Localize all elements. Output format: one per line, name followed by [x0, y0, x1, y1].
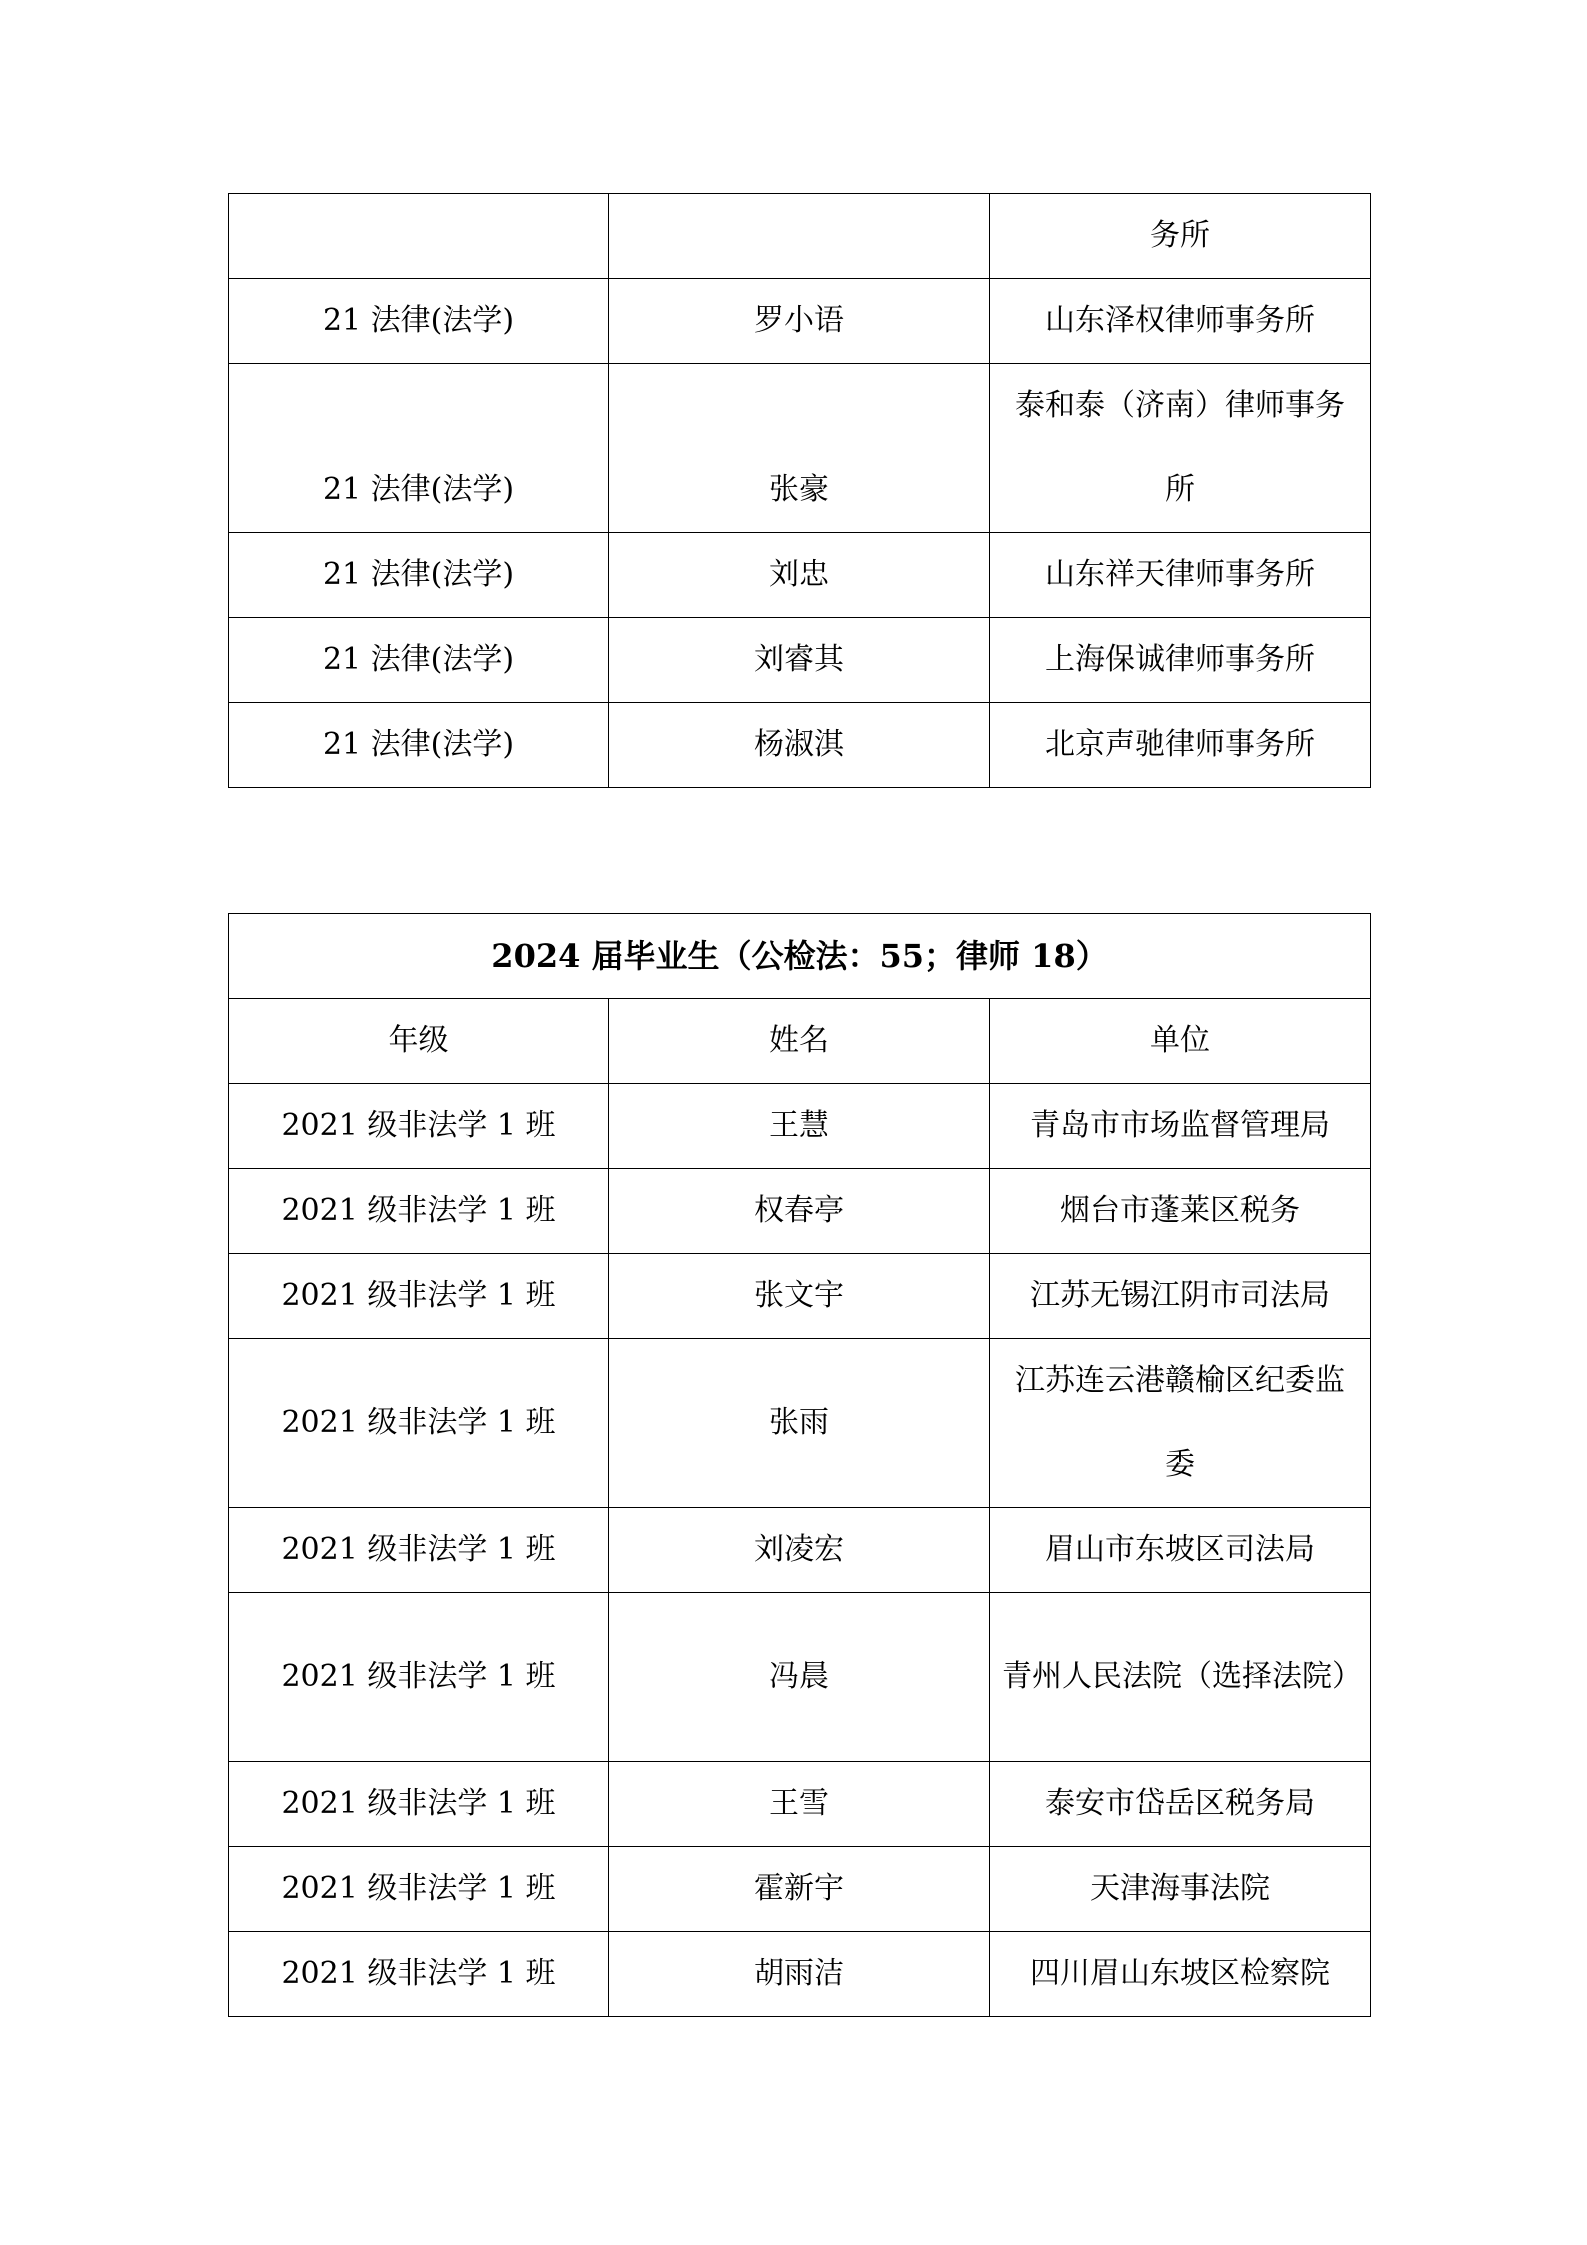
unit-cell: 江苏连云港赣榆区纪委监委	[990, 1339, 1371, 1508]
grade-cell: 21 法律(法学)	[229, 703, 609, 788]
unit-cell: 四川眉山东坡区检察院	[990, 1932, 1371, 2017]
table-row	[229, 703, 1371, 788]
grade-cell: 2021 级非法学 1 班	[229, 1932, 609, 2017]
table-title: 2024 届毕业生（公检法：55；律师 18）	[229, 914, 1371, 999]
name-cell: 刘凌宏	[609, 1508, 990, 1593]
unit-cell: 北京声驰律师事务所	[990, 703, 1371, 788]
unit-cell: 山东祥天律师事务所	[990, 533, 1371, 618]
name-cell: 张豪	[609, 364, 990, 533]
grade-cell: 21 法律(法学)	[229, 618, 609, 703]
grade-cell: 2021 级非法学 1 班	[229, 1339, 609, 1508]
unit-cell: 泰安市岱岳区税务局	[990, 1762, 1371, 1847]
table-row	[229, 1847, 1371, 1932]
table-title-row	[229, 914, 1371, 999]
table-row	[229, 1932, 1371, 2017]
name-cell: 罗小语	[609, 279, 990, 364]
header-name: 姓名	[609, 999, 990, 1084]
unit-cell: 眉山市东坡区司法局	[990, 1508, 1371, 1593]
continued-table	[228, 193, 1371, 788]
name-cell: 刘睿其	[609, 618, 990, 703]
table-row	[229, 1254, 1371, 1339]
unit-cell: 青岛市市场监督管理局	[990, 1084, 1371, 1169]
grade-cell: 21 法律(法学)	[229, 364, 609, 533]
name-cell: 刘忠	[609, 533, 990, 618]
graduates-2024-table	[228, 913, 1371, 2017]
grade-cell: 2021 级非法学 1 班	[229, 1593, 609, 1762]
table-header-row	[229, 999, 1371, 1084]
table-row	[229, 364, 1371, 533]
table-row	[229, 533, 1371, 618]
table-row	[229, 1169, 1371, 1254]
grade-cell: 2021 级非法学 1 班	[229, 1254, 609, 1339]
header-unit: 单位	[990, 999, 1371, 1084]
grade-cell: 21 法律(法学)	[229, 279, 609, 364]
unit-cell: 天津海事法院	[990, 1847, 1371, 1932]
table-row	[229, 194, 1371, 279]
unit-cell: 上海保诚律师事务所	[990, 618, 1371, 703]
header-grade: 年级	[229, 999, 609, 1084]
name-cell: 杨淑淇	[609, 703, 990, 788]
name-cell: 张雨	[609, 1339, 990, 1508]
grade-cell: 2021 级非法学 1 班	[229, 1762, 609, 1847]
grade-cell: 2021 级非法学 1 班	[229, 1084, 609, 1169]
name-cell: 权春亭	[609, 1169, 990, 1254]
unit-cell: 泰和泰（济南）律师事务所	[990, 364, 1371, 533]
grade-cell: 2021 级非法学 1 班	[229, 1169, 609, 1254]
unit-cell: 山东泽权律师事务所	[990, 279, 1371, 364]
name-cell: 王雪	[609, 1762, 990, 1847]
unit-cell: 务所	[990, 194, 1371, 279]
grade-cell	[229, 194, 609, 279]
table-row	[229, 1508, 1371, 1593]
name-cell: 冯晨	[609, 1593, 990, 1762]
table-row	[229, 618, 1371, 703]
table-row	[229, 1762, 1371, 1847]
grade-cell: 2021 级非法学 1 班	[229, 1847, 609, 1932]
name-cell	[609, 194, 990, 279]
name-cell: 王慧	[609, 1084, 990, 1169]
name-cell: 张文宇	[609, 1254, 990, 1339]
name-cell: 霍新宇	[609, 1847, 990, 1932]
table-row	[229, 1339, 1371, 1508]
unit-cell: 烟台市蓬莱区税务	[990, 1169, 1371, 1254]
unit-cell: 江苏无锡江阴市司法局	[990, 1254, 1371, 1339]
name-cell: 胡雨洁	[609, 1932, 990, 2017]
table-row	[229, 1084, 1371, 1169]
grade-cell: 2021 级非法学 1 班	[229, 1508, 609, 1593]
table-row	[229, 279, 1371, 364]
grade-cell: 21 法律(法学)	[229, 533, 609, 618]
table-row	[229, 1593, 1371, 1762]
unit-cell: 青州人民法院（选择法院）	[990, 1593, 1371, 1762]
